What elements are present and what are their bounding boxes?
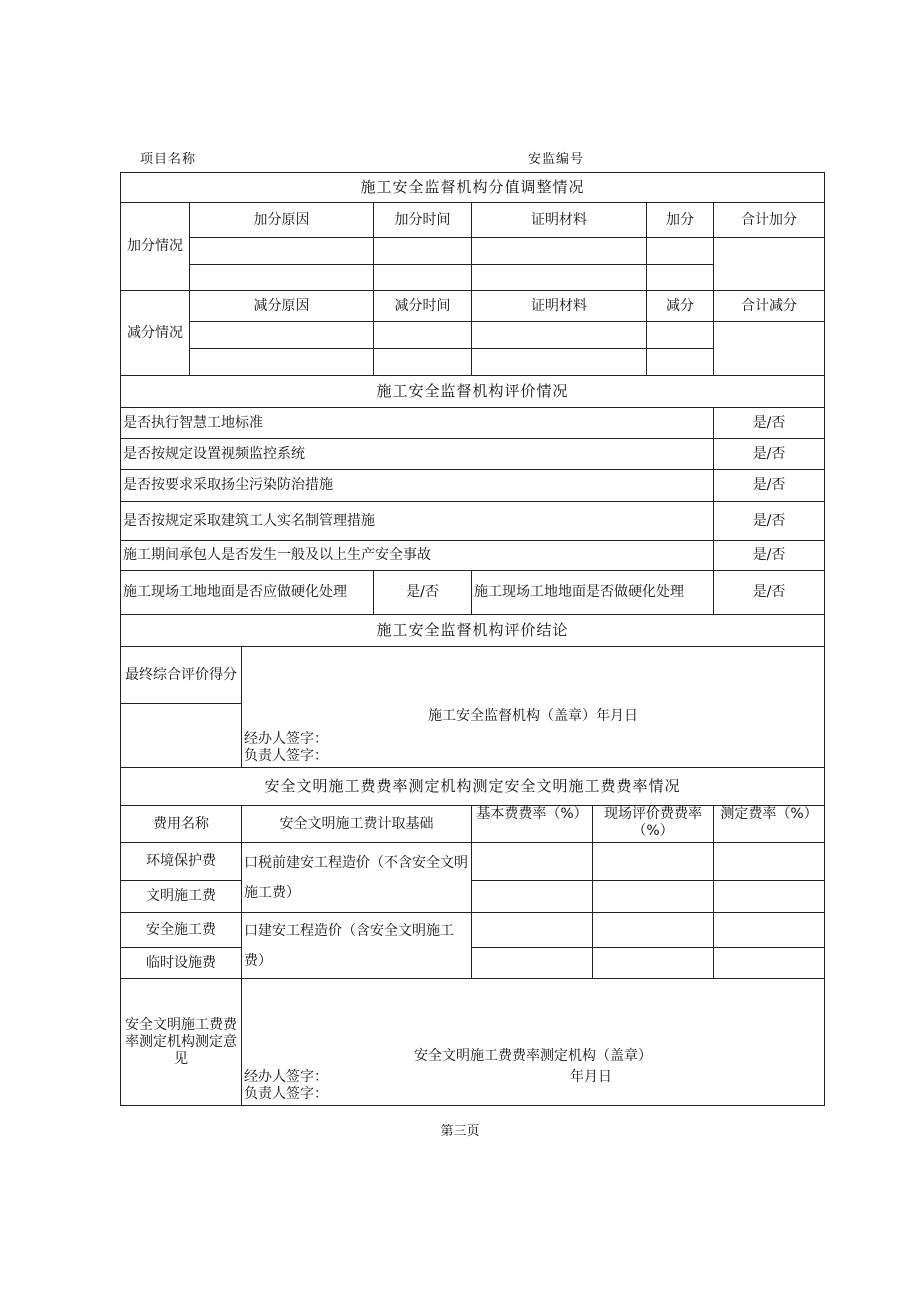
fee-handler-signature: 经办人签字： (244, 1069, 328, 1085)
fee-basis-header: 安全文明施工费计取基础 (242, 806, 472, 843)
final-score-label: 最终综合评价得分 (121, 647, 242, 704)
fee-date: 年月日 (570, 1069, 612, 1085)
sub-proof-header: 证明材料 (472, 291, 647, 322)
fee-opinion-label: 安全文明施工费费率测定机构测定意见 (121, 979, 242, 1106)
base-rate-cell[interactable] (472, 843, 593, 881)
fee-signature-cell (242, 979, 825, 1106)
sub-score-cell[interactable] (647, 349, 714, 376)
eval-answer[interactable]: 是/否 (374, 571, 472, 615)
measured-rate-header: 测定费率（%） (714, 806, 825, 843)
site-rate-cell[interactable] (593, 881, 714, 913)
fee-section-title: 安全文明施工费费率测定机构测定安全文明施工费费率情况 (121, 768, 825, 806)
sub-score-cell[interactable] (647, 322, 714, 349)
adjust-section-title: 施工安全监督机构分值调整情况 (121, 173, 825, 203)
sub-time-cell[interactable] (374, 322, 472, 349)
eval-answer[interactable]: 是/否 (714, 541, 825, 571)
add-reason-header: 加分原因 (190, 203, 374, 238)
measured-rate-cell[interactable] (714, 913, 825, 948)
sub-proof-cell[interactable] (472, 349, 647, 376)
fee-basis-option[interactable]: 口税前建安工程造价（不含安全文明施工费） (242, 843, 472, 913)
add-time-cell[interactable] (374, 238, 472, 265)
add-total-cell[interactable] (714, 238, 825, 291)
eval-question-hardening-required: 施工现场工地地面是否应做硬化处理 (121, 571, 374, 615)
measured-rate-cell[interactable] (714, 881, 825, 913)
project-name-label: 项目名称 (140, 152, 197, 167)
base-rate-header: 基本费费率（%） (472, 806, 593, 843)
add-row-label: 加分情况 (121, 203, 190, 291)
fee-item: 文明施工费 (121, 881, 242, 913)
add-proof-cell[interactable] (472, 238, 647, 265)
conclusion-leader-signature: 负责人签字： (244, 748, 328, 764)
add-proof-cell[interactable] (472, 265, 647, 291)
add-reason-cell[interactable] (190, 238, 374, 265)
add-time-header: 加分时间 (374, 203, 472, 238)
site-rate-cell[interactable] (593, 948, 714, 979)
conclusion-handler-signature: 经办人签字： (244, 731, 328, 747)
sub-row-label: 减分情况 (121, 291, 190, 376)
fee-basis-option[interactable]: 口建安工程造价（含安全文明施工费） (242, 913, 472, 979)
evaluation-section-title: 施工安全监督机构评价情况 (121, 376, 825, 408)
add-score-header: 加分 (647, 203, 714, 238)
base-rate-cell[interactable] (472, 948, 593, 979)
sub-total-header: 合计减分 (714, 291, 825, 322)
add-time-cell[interactable] (374, 265, 472, 291)
site-rate-header: 现场评价费费率（%） (593, 806, 714, 843)
eval-question-hardening-done: 施工现场工地地面是否做硬化处理 (472, 571, 714, 615)
conclusion-section-title: 施工安全监督机构评价结论 (121, 615, 825, 647)
fee-item: 临时设施费 (121, 948, 242, 979)
site-rate-cell[interactable] (593, 843, 714, 881)
page-number: 第三页 (440, 1124, 480, 1139)
add-reason-cell[interactable] (190, 265, 374, 291)
sub-score-header: 减分 (647, 291, 714, 322)
eval-answer[interactable]: 是/否 (714, 470, 825, 502)
measured-rate-cell[interactable] (714, 843, 825, 881)
sub-total-cell[interactable] (714, 322, 825, 376)
base-rate-cell[interactable] (472, 881, 593, 913)
eval-question: 是否按规定采取建筑工人实名制管理措施 (121, 502, 714, 541)
eval-question: 施工期间承包人是否发生一般及以上生产安全事故 (121, 541, 714, 571)
safety-code-label: 安监编号 (528, 152, 585, 167)
fee-item: 安全施工费 (121, 913, 242, 948)
sub-reason-header: 减分原因 (190, 291, 374, 322)
sub-time-header: 减分时间 (374, 291, 472, 322)
final-score-value[interactable] (121, 704, 242, 768)
fee-name-header: 费用名称 (121, 806, 242, 843)
fee-stamp: 安全文明施工费费率测定机构（盖章） (414, 1048, 653, 1064)
fee-item: 环境保护费 (121, 843, 242, 881)
eval-answer[interactable]: 是/否 (714, 408, 825, 439)
conclusion-stamp: 施工安全监督机构（盖章）年月日 (428, 708, 639, 724)
eval-answer[interactable]: 是/否 (714, 439, 825, 470)
evaluation-form (120, 172, 825, 1106)
add-proof-header: 证明材料 (472, 203, 647, 238)
eval-question: 是否按规定设置视频监控系统 (121, 439, 714, 470)
add-score-cell[interactable] (647, 265, 714, 291)
eval-answer[interactable]: 是/否 (714, 571, 825, 615)
sub-proof-cell[interactable] (472, 322, 647, 349)
conclusion-signature-cell (242, 647, 825, 768)
add-score-cell[interactable] (647, 238, 714, 265)
fee-leader-signature: 负责人签字： (244, 1086, 328, 1102)
site-rate-cell[interactable] (593, 913, 714, 948)
sub-time-cell[interactable] (374, 349, 472, 376)
add-total-header: 合计加分 (714, 203, 825, 238)
base-rate-cell[interactable] (472, 913, 593, 948)
sub-reason-cell[interactable] (190, 322, 374, 349)
eval-answer[interactable]: 是/否 (714, 502, 825, 541)
sub-reason-cell[interactable] (190, 349, 374, 376)
eval-question: 是否按要求采取扬尘污染防治措施 (121, 470, 714, 502)
eval-question: 是否执行智慧工地标准 (121, 408, 714, 439)
measured-rate-cell[interactable] (714, 948, 825, 979)
